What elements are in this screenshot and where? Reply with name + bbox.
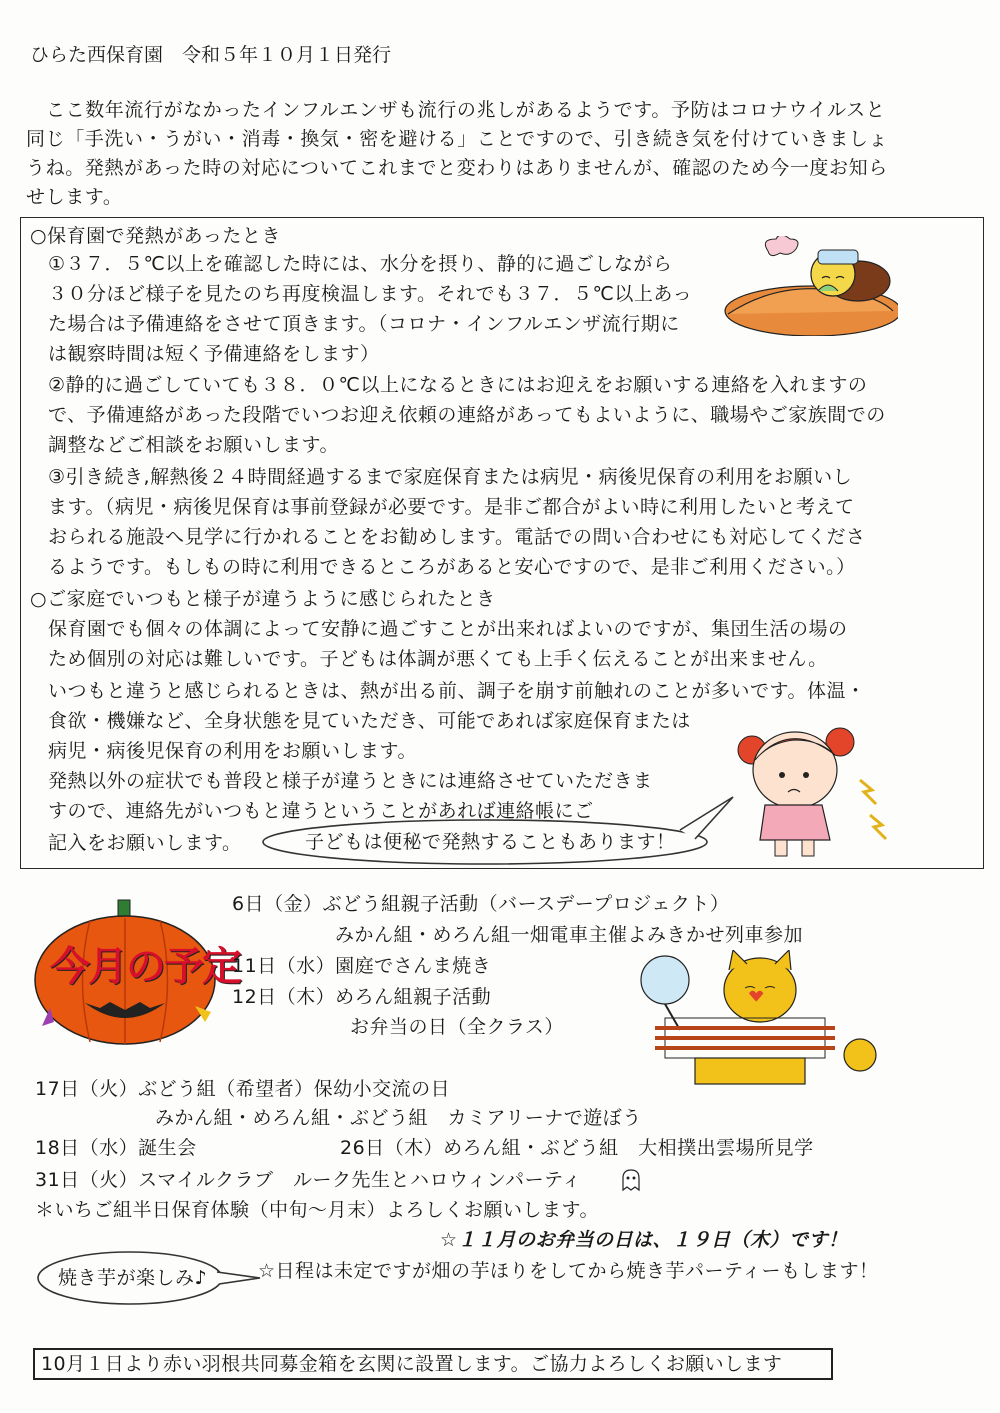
- schedule-line: 12日（木）めろん組親子活動: [232, 986, 492, 1008]
- item3-line: ます。（病児・病後児保育は事前登録が必要です。是非ご都合がよい時に利用したいと考えて: [48, 496, 855, 518]
- imo-party-line: ☆日程は未定ですが畑の芋ほりをしてから焼き芋パーティーもします！: [258, 1260, 879, 1282]
- intro-line: せします。: [26, 186, 123, 208]
- heading-home-signs: ○ご家庭でいつもと様子が違うように感じられたとき: [30, 588, 496, 610]
- issue-header: ひらた西保育園 令和５年１０月１日発行: [30, 44, 392, 66]
- intro-paragraph: [26, 96, 986, 212]
- ghost-icon: [620, 1168, 642, 1196]
- schedule-line: 6日（金）ぶどう組親子活動（バースデープロジェクト）: [232, 893, 730, 915]
- intro-line: 同じ「手洗い・うがい・消毒・換気・密を避ける」ことですので、引き続き気を付けていきましょ: [26, 128, 889, 150]
- november-bento-note: ☆１１月のお弁当の日は、１９日（木）です！: [440, 1229, 848, 1251]
- sick-child-illustration: [718, 236, 898, 336]
- schedule-line: みかん組・めろん組・ぶどう組 カミアリーナで遊ぼう: [155, 1107, 642, 1129]
- item1-line: ３０分ほど様子を見たのち再度検温します。それでも３７．５℃以上あっ: [48, 283, 693, 305]
- home-line: すので、連絡先がいつもと違うということがあれば連絡帳にご: [48, 800, 594, 822]
- cats-grilling-illustration: [625, 950, 895, 1090]
- item1-line: た場合は予備連絡をさせて頂きます。（コロナ・インフルエンザ流行期に: [48, 313, 680, 335]
- home-line: 記入をお願いします。: [48, 832, 242, 854]
- red-feather-notice: 10月１日より赤い羽根共同募金箱を玄関に設置します。ご協力よろしくお願いします: [33, 1348, 833, 1380]
- home-line: 食欲・機嫌など、全身状態を見ていただき、可能であれば家庭保育または: [48, 710, 691, 732]
- intro-line: ここ数年流行がなかったインフルエンザも流行の兆しがあるようです。予防はコロナウイルスと: [46, 99, 886, 121]
- schedule-line: お弁当の日（全クラス）: [350, 1016, 564, 1038]
- item2-line: ②静的に過ごしていても３８．０℃以上になるときにはお迎えをお願いする連絡を入れますの: [48, 374, 868, 396]
- home-line: 発熱以外の症状でも普段と様子が違うときには連絡させていただきま: [48, 770, 653, 792]
- constipation-bubble-text: 子どもは便秘で発熱することもあります！: [305, 831, 676, 853]
- item3-line: るようです。もしもの時に利用できるところがあると安心ですので、是非ご利用ください。）: [48, 556, 856, 578]
- home-line: ため個別の対応は難しいです。子どもは体調が悪くても上手く伝えることが出来ません。: [48, 648, 828, 670]
- home-line: 保育園でも個々の体調によって安静に過ごすことが出来ればよいのですが、集団生活の場の: [48, 618, 848, 640]
- item2-line: で、予備連絡があった段階でいつお迎え依頼の連絡があってもよいように、職場やご家族間での: [48, 404, 886, 426]
- home-line: いつもと違うと感じられるときは、熱が出る前、調子を崩す前触れのことが多いです。体温・: [48, 680, 866, 702]
- pumpkin-title: 今月の予定: [50, 944, 240, 990]
- item2-line: 調整などご相談をお願いします。: [48, 434, 339, 456]
- item3-line: おられる施設へ見学に行かれることをお勧めします。電話での問い合わせにも対応してくださ: [48, 526, 866, 548]
- worried-girl-illustration: [730, 720, 910, 865]
- imo-bubble-text: 焼き芋が楽しみ♪: [58, 1267, 208, 1289]
- heading-nursery-fever: ○保育園で発熱があったとき: [30, 225, 281, 247]
- item3-line: ③引き続き,解熱後２４時間経過するまで家庭保育または病児・病後児保育の利用をお願いし: [48, 466, 853, 488]
- schedule-line: 17日（火）ぶどう組（希望者）保幼小交流の日: [35, 1078, 451, 1100]
- schedule-line: 11日（水）園庭でさんま焼き: [232, 955, 492, 977]
- schedule-line: 26日（木）めろん組・ぶどう組 大相撲出雲場所見学: [340, 1137, 814, 1159]
- item1-line: ①３７．５℃以上を確認した時には、水分を摂り、静的に過ごしながら: [48, 253, 673, 275]
- schedule-line: 18日（水）誕生会: [35, 1137, 197, 1159]
- schedule-line: ＊いちご組半日保育体験（中旬～月末）よろしくお願いします。: [35, 1199, 599, 1221]
- intro-line: うね。発熱があった時の対応についてこれまでと変わりはありませんが、確認のため今一度お知ら: [26, 157, 888, 179]
- item1-line: は観察時間は短く予備連絡をします）: [48, 343, 380, 365]
- schedule-line: みかん組・めろん組一畑電車主催よみきかせ列車参加: [335, 924, 804, 946]
- schedule-line: 31日（火）スマイルクラブ ルーク先生とハロウィンパーティ: [35, 1169, 582, 1191]
- home-line: 病児・病後児保育の利用をお願いします。: [48, 740, 417, 762]
